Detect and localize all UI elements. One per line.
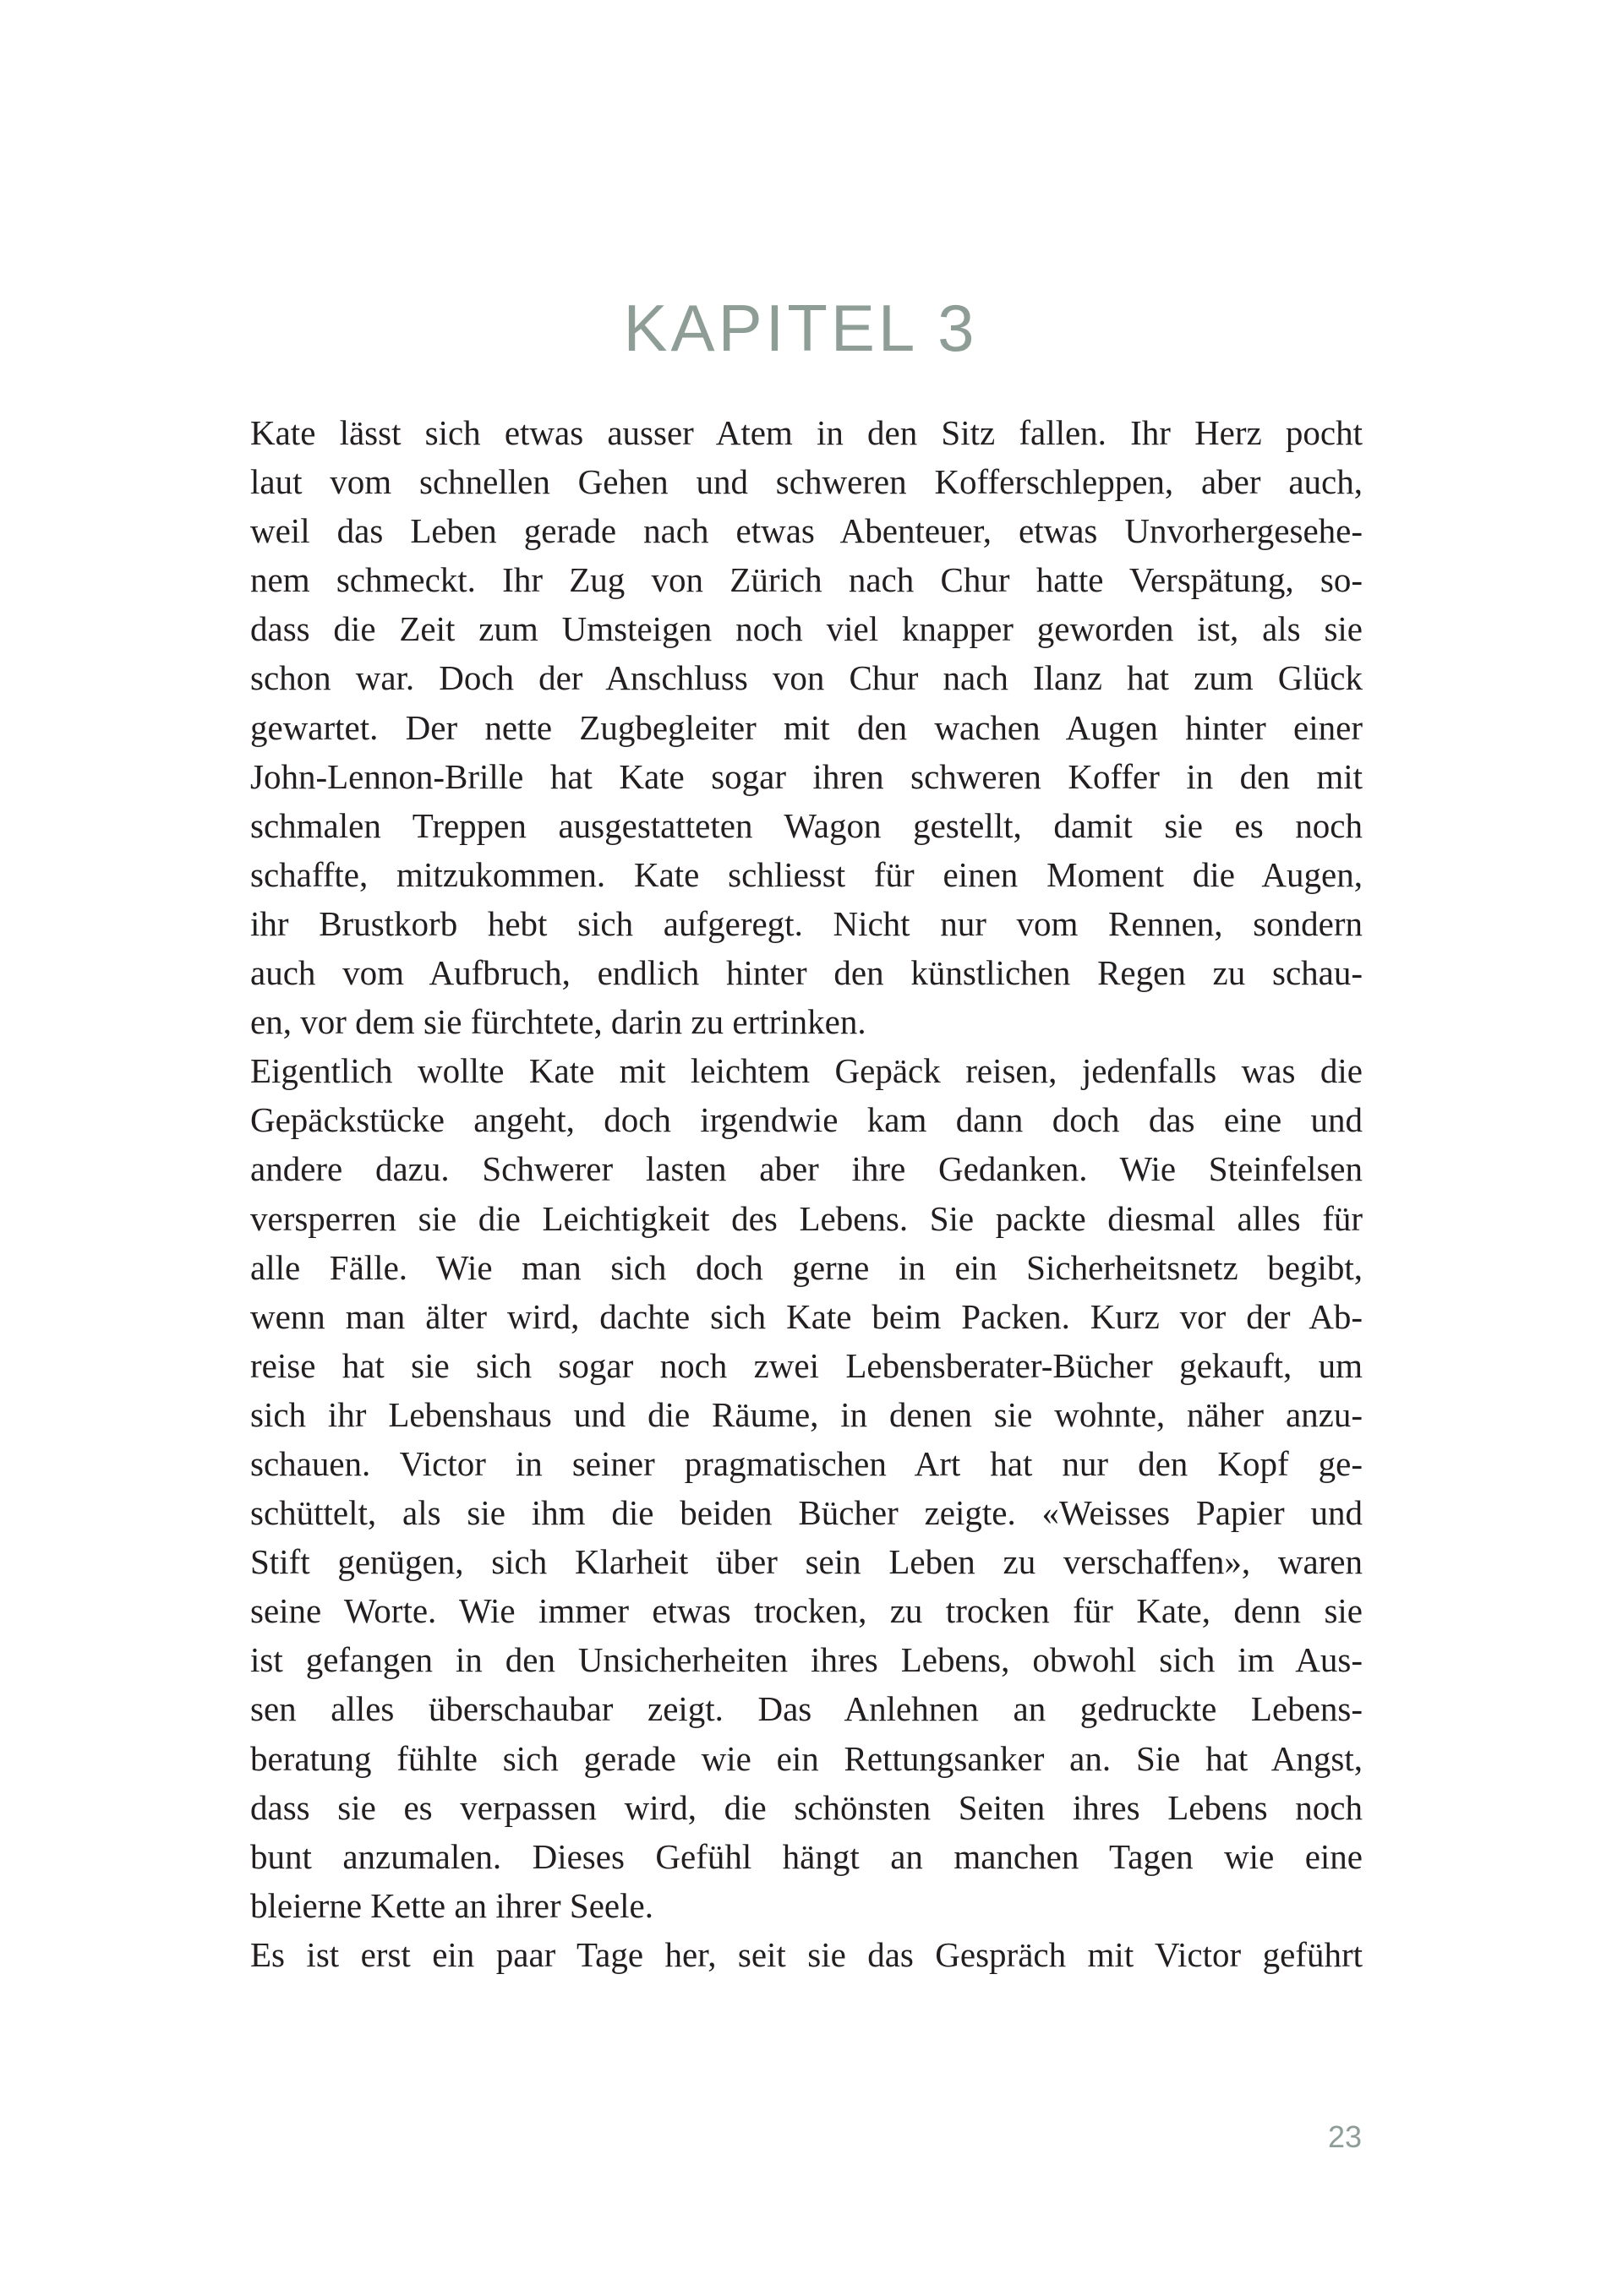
text-line: dass die Zeit zum Umsteigen noch viel knapper geworden ist, als sie bbox=[250, 609, 1363, 649]
text-line: auch vom Aufbruch, endlich hinter den künstlichen Regen zu schau- bbox=[250, 953, 1363, 993]
text-line: John-Lennon-Brille hat Kate sogar ihren schweren Koffer in den mit bbox=[250, 756, 1363, 796]
text-line: ihr Brustkorb hebt sich aufgeregt. Nicht nur vom Rennen, sondern bbox=[250, 903, 1363, 943]
text-line: Gepäckstücke angeht, doch irgendwie kam dann doch das eine und bbox=[250, 1100, 1363, 1140]
text-line: schauen. Victor in seiner pragmatischen Art hat nur den Kopf ge- bbox=[250, 1443, 1363, 1483]
text-line: versperren sie die Leichtigkeit des Lebens. Sie packte diesmal alles für bbox=[250, 1198, 1363, 1238]
text-line: beratung fühlte sich gerade wie ein Rettungsanker an. Sie hat Angst, bbox=[250, 1738, 1363, 1778]
page-number: 23 bbox=[1327, 2119, 1362, 2154]
text-line: dass sie es verpassen wird, die schönsten Seiten ihres Lebens noch bbox=[250, 1787, 1363, 1827]
text-line: Kate lässt sich etwas ausser Atem in den Sitz fallen. Ihr Herz pocht bbox=[250, 413, 1363, 452]
text-line: laut vom schnellen Gehen und schweren Kofferschleppen, aber auch, bbox=[250, 462, 1363, 502]
text-line: reise hat sie sich sogar noch zwei Lebensberater-Bücher gekauft, um bbox=[250, 1345, 1363, 1385]
text-line: schaffte, mitzukommen. Kate schliesst für einen Moment die Augen, bbox=[250, 854, 1363, 894]
body-text bbox=[250, 408, 1363, 1979]
text-line: nem schmeckt. Ihr Zug von Zürich nach Chur hatte Verspätung, so- bbox=[250, 560, 1363, 600]
text-line: schmalen Treppen ausgestatteten Wagon gestellt, damit sie es noch bbox=[250, 805, 1363, 845]
text-line: Stift genügen, sich Klarheit über sein Leben zu verschaffen», waren bbox=[250, 1542, 1363, 1582]
text-line: bunt anzumalen. Dieses Gefühl hängt an manchen Tagen wie eine bbox=[250, 1836, 1363, 1876]
text-line: Eigentlich wollte Kate mit leichtem Gepäck reisen, jedenfalls was die bbox=[250, 1051, 1363, 1091]
text-line: wenn man älter wird, dachte sich Kate beim Packen. Kurz vor der Ab- bbox=[250, 1296, 1363, 1336]
text-line: en, vor dem sie fürchtete, darin zu ertrinken. bbox=[250, 1002, 866, 1042]
text-line: sen alles überschaubar zeigt. Das Anlehnen an gedruckte Lebens- bbox=[250, 1689, 1363, 1729]
text-line: schon war. Doch der Anschluss von Chur nach Ilanz hat zum Glück bbox=[250, 658, 1363, 698]
text-line: seine Worte. Wie immer etwas trocken, zu trocken für Kate, denn sie bbox=[250, 1591, 1363, 1631]
text-line: ist gefangen in den Unsicherheiten ihres Lebens, obwohl sich im Aus- bbox=[250, 1640, 1363, 1680]
text-line: Es ist erst ein paar Tage her, seit sie das Gespräch mit Victor geführt bbox=[250, 1934, 1363, 1974]
text-line: bleierne Kette an ihrer Seele. bbox=[250, 1885, 653, 1925]
text-line: gewartet. Der nette Zugbegleiter mit den wachen Augen hinter einer bbox=[250, 707, 1363, 747]
text-line: alle Fälle. Wie man sich doch gerne in ein Sicherheitsnetz begibt, bbox=[250, 1247, 1363, 1287]
text-line: schüttelt, als sie ihm die beiden Bücher zeigte. «Weisses Papier und bbox=[250, 1493, 1363, 1533]
text-line: sich ihr Lebenshaus und die Räume, in denen sie wohnte, näher anzu- bbox=[250, 1394, 1363, 1434]
chapter-title: KAPITEL 3 bbox=[623, 291, 978, 365]
text-line: weil das Leben gerade nach etwas Abenteuer, etwas Unvorhergesehe- bbox=[250, 511, 1363, 551]
text-line: andere dazu. Schwerer lasten aber ihre Gedanken. Wie Steinfelsen bbox=[250, 1149, 1363, 1189]
